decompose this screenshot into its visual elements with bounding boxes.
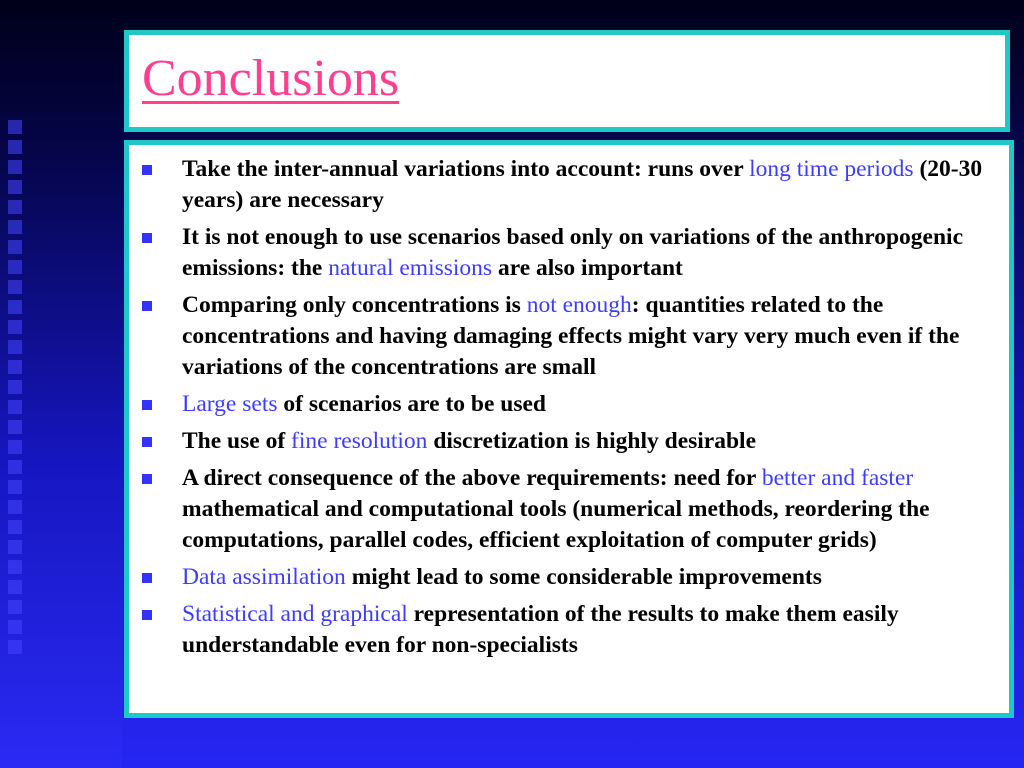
bullet-text: The use of bbox=[182, 428, 292, 454]
decorative-square bbox=[8, 560, 22, 574]
decorative-square bbox=[8, 340, 22, 354]
decorative-square bbox=[8, 520, 22, 534]
decorative-square bbox=[8, 120, 22, 134]
bullet-highlight-text: long time periods bbox=[749, 156, 914, 182]
bullet-text: (20-30 years) are necessary bbox=[182, 156, 983, 213]
bullet-text: of scenarios are to be used bbox=[277, 391, 546, 417]
bullet-text: A direct consequence of the above requirements: need for bbox=[182, 465, 762, 491]
bullet-text: discretization is highly desirable bbox=[427, 428, 757, 454]
bullet-square-icon bbox=[142, 573, 152, 583]
decorative-square bbox=[8, 380, 22, 394]
bullet-text: Comparing only concentrations is bbox=[182, 292, 527, 318]
decorative-square bbox=[8, 500, 22, 514]
bullet-text: Take the inter-annual variations into account: runs over bbox=[182, 156, 750, 182]
bullet-item bbox=[142, 562, 997, 593]
bullet-square-icon bbox=[142, 301, 152, 311]
bullet-item bbox=[142, 463, 997, 556]
decorative-square bbox=[8, 400, 22, 414]
decorative-square bbox=[8, 600, 22, 614]
title-frame bbox=[124, 30, 1010, 132]
decorative-square bbox=[8, 580, 22, 594]
bullet-square-icon bbox=[142, 400, 152, 410]
bullet-item bbox=[142, 389, 997, 420]
bullet-list bbox=[129, 145, 1009, 661]
decorative-square bbox=[8, 280, 22, 294]
bullet-item bbox=[142, 154, 997, 216]
decorative-square bbox=[8, 360, 22, 374]
decorative-square bbox=[8, 300, 22, 314]
bullet-text: mathematical and computational tools (numerical methods, reordering the computations, parallel codes, efficient exploitation of computer grids) bbox=[182, 496, 930, 553]
bullet-highlight-text: not enough bbox=[526, 292, 632, 318]
bullet-item bbox=[142, 222, 997, 284]
bullet-item bbox=[142, 290, 997, 383]
decorative-square bbox=[8, 200, 22, 214]
decorative-square bbox=[8, 420, 22, 434]
bullet-highlight-text: better and faster bbox=[761, 465, 914, 491]
decorative-square bbox=[8, 440, 22, 454]
bullet-text: are also important bbox=[492, 255, 683, 281]
left-decorative-strip bbox=[0, 0, 122, 768]
bullet-text: might lead to some considerable improvements bbox=[345, 564, 822, 590]
bullet-text: : quantities related to the concentrations and having damaging effects might vary very much even if the variations of the concentrations are small bbox=[182, 292, 960, 380]
decorative-square bbox=[8, 620, 22, 634]
decorative-square bbox=[8, 180, 22, 194]
bullet-text: It is not enough to use scenarios based only on variations of the anthropogenic emissions: the bbox=[182, 224, 964, 281]
bullet-highlight-text: fine resolution bbox=[291, 428, 428, 454]
bullet-item bbox=[142, 426, 997, 457]
bullet-square-icon bbox=[142, 474, 152, 484]
bullet-highlight-text: Large sets bbox=[182, 391, 278, 417]
bullet-square-icon bbox=[142, 165, 152, 175]
bullet-highlight-text: natural emissions bbox=[328, 255, 493, 281]
decorative-square bbox=[8, 540, 22, 554]
decorative-square bbox=[8, 480, 22, 494]
decorative-square bbox=[8, 640, 22, 654]
bullet-highlight-text: Statistical and graphical bbox=[182, 601, 408, 627]
decorative-square bbox=[8, 260, 22, 274]
decorative-square bbox=[8, 220, 22, 234]
bullet-square-icon bbox=[142, 610, 152, 620]
decorative-square bbox=[8, 460, 22, 474]
decorative-square bbox=[8, 160, 22, 174]
bullet-highlight-text: Data assimilation bbox=[182, 564, 346, 590]
bullet-item bbox=[142, 599, 997, 661]
decorative-square bbox=[8, 140, 22, 154]
slide-title: Conclusions bbox=[142, 50, 400, 107]
decorative-square bbox=[8, 240, 22, 254]
bullet-square-icon bbox=[142, 437, 152, 447]
bullet-text: representation of the results to make them easily understandable even for non-specialists bbox=[182, 601, 899, 658]
decorative-squares-column bbox=[8, 120, 36, 660]
decorative-square bbox=[8, 320, 22, 334]
bullet-square-icon bbox=[142, 233, 152, 243]
content-frame bbox=[124, 140, 1014, 718]
